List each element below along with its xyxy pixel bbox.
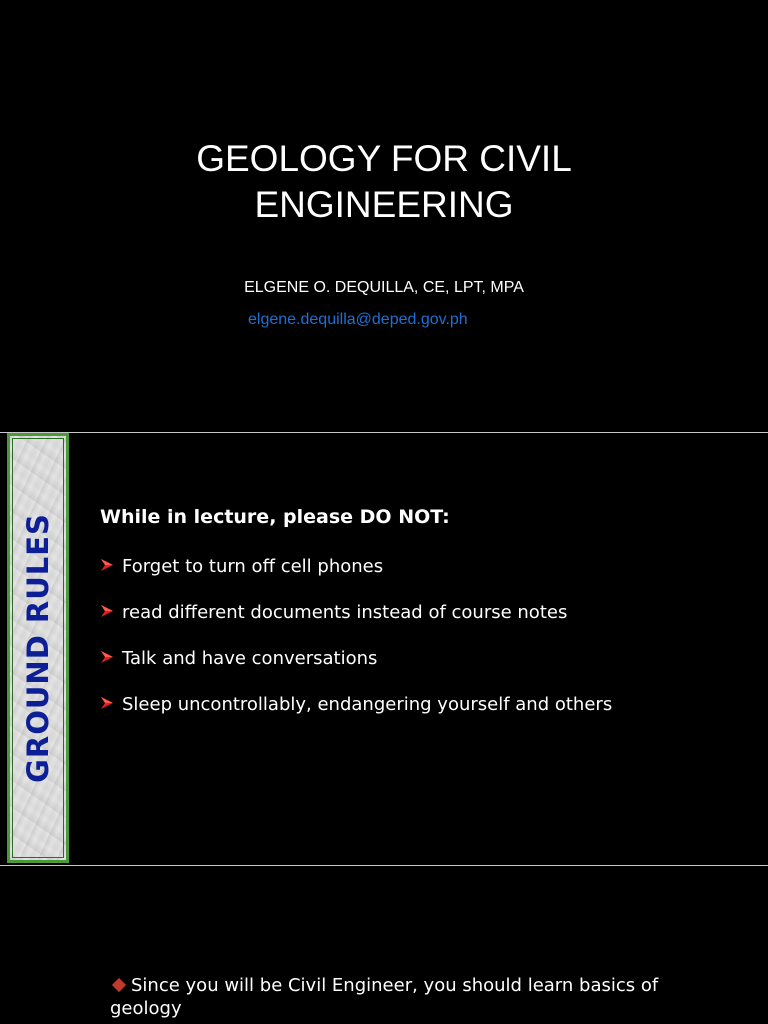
list-item-text: Sleep uncontrollably, endangering yourself and others <box>122 694 613 715</box>
list-item-text: Talk and have conversations <box>122 648 378 669</box>
list-item <box>100 693 612 739</box>
ground-rules-slide <box>0 433 768 865</box>
author-email-link[interactable]: elgene.dequilla@deped.gov.ph <box>248 311 468 328</box>
red-diamond-bullet-icon <box>112 977 126 991</box>
rules-lead-text: While in lecture, please DO NOT: <box>100 506 450 528</box>
intro-slide <box>0 866 768 1024</box>
title-slide <box>0 0 768 432</box>
ground-rules-sidebar <box>7 433 69 863</box>
sidebar-label: GROUND RULES <box>21 513 55 783</box>
list-item-text: read different documents instead of course notes <box>122 602 568 623</box>
list-item <box>100 647 612 693</box>
red-arrow-bullet-icon <box>100 650 114 664</box>
list-item <box>100 601 612 647</box>
red-arrow-bullet-icon <box>100 696 114 710</box>
intro-bullet-text: Since you will be Civil Engineer, you should learn basics of geology <box>110 975 659 1019</box>
slide-title <box>0 136 768 228</box>
list-item-text: Forget to turn off cell phones <box>122 556 384 577</box>
slide-title-line-1: GEOLOGY FOR CIVIL <box>196 138 572 179</box>
red-arrow-bullet-icon <box>100 558 114 572</box>
slide-title-line-2: ENGINEERING <box>254 184 514 225</box>
red-arrow-bullet-icon <box>100 604 114 618</box>
rules-list <box>100 555 612 739</box>
list-item <box>100 555 612 601</box>
author-name: ELGENE O. DEQUILLA, CE, LPT, MPA <box>244 279 524 296</box>
intro-bullet <box>110 974 730 1020</box>
